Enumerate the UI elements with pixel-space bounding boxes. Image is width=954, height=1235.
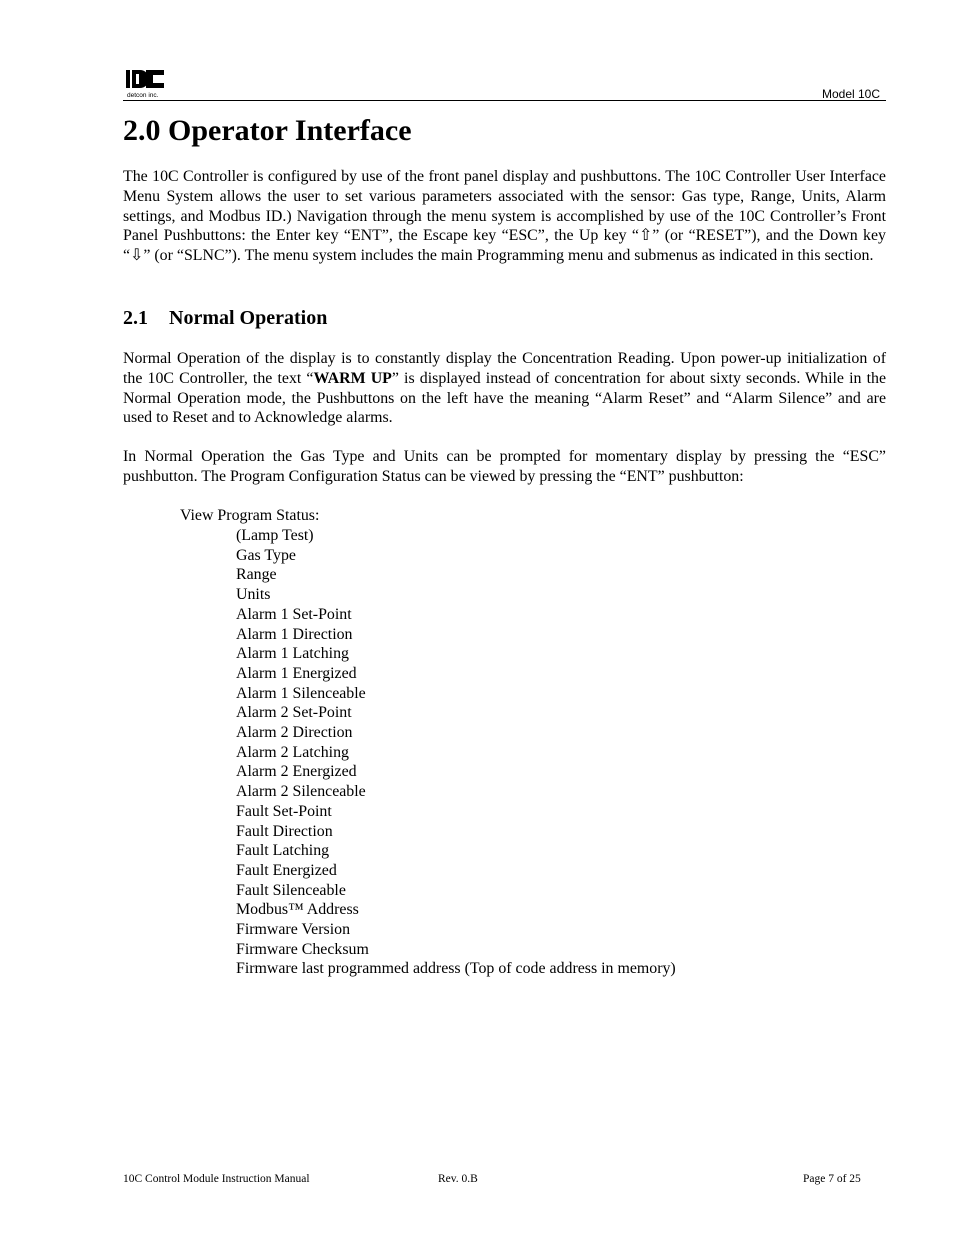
list-item: Alarm 1 Energized [236, 664, 357, 682]
list-item: Range [236, 566, 277, 584]
list-item: Alarm 1 Silenceable [236, 684, 366, 702]
list-item: Alarm 1 Latching [236, 645, 349, 663]
list-item: Fault Silenceable [236, 881, 346, 899]
subsection-title [123, 305, 327, 331]
footer-revision: Rev. 0.B [438, 1173, 478, 1185]
list-item: Alarm 2 Set-Point [236, 704, 352, 722]
paragraph-text: Normal Operation of the display is to constantly display the Concentration Reading. Upon power-up initialization of the 10C Controller, the text “ [123, 350, 886, 387]
subsection-title-text: Normal Operation [169, 307, 328, 329]
normal-operation-paragraph [123, 349, 886, 428]
list-item: Firmware Checksum [236, 940, 369, 958]
list-item: (Lamp Test) [236, 527, 314, 544]
list-item: Alarm 2 Silenceable [236, 783, 366, 801]
list-item: Units [236, 586, 271, 604]
footer-page-number: Page 7 of 25 [803, 1173, 861, 1185]
list-item: Gas Type [236, 546, 296, 564]
model-label: Model 10C [821, 87, 880, 101]
list-item: Alarm 2 Latching [236, 743, 349, 761]
logo-label: detcon inc. [127, 92, 159, 99]
list-item: Fault Direction [236, 822, 333, 840]
list-item: Alarm 2 Energized [236, 763, 357, 781]
page-header [123, 68, 886, 102]
list-item: Alarm 2 Direction [236, 724, 353, 742]
list-item: Firmware Version [236, 921, 351, 939]
intro-paragraph: The 10C Controller is configured by use of the front panel display and pushbuttons. The 10C Controller User Interface Menu System allows the user to set various parameters associated with the sensor: Gas type, Range, Units, Alarm settings, and Modbus ID.) Navigation through the menu system is accomplished by use of the 10C Controller’s Front Panel Pushbuttons: the Enter key “ENT”, the Escape key “ESC”, the Up key “⇧” (or “RESET”), and the Down key “⇩” (or “SLNC”). The menu system includes the main Programming menu and submenus as indicated in this section. [123, 168, 886, 265]
list-item: Fault Energized [236, 861, 337, 879]
list-item: Alarm 1 Direction [236, 625, 353, 643]
detcon-logo [126, 68, 170, 100]
paragraph-text: ” is displayed instead of concentration for about sixty seconds. While in the Normal Operation mode, the Pushbuttons on the left have the meaning “Alarm Reset” and “Alarm Silence” and are used to Reset and to Acknowledge alarms. [123, 369, 886, 427]
section-title: 2.0 Operator Interface [123, 114, 412, 147]
list-item: Fault Set-Point [236, 802, 332, 820]
subsection-number: 2.1 [123, 307, 148, 329]
list-item: Fault Latching [236, 842, 330, 860]
status-list-heading: View Program Status: [180, 507, 320, 524]
status-list [236, 526, 676, 979]
list-item: Alarm 1 Set-Point [236, 605, 352, 623]
list-item: Modbus™ Address [236, 901, 359, 919]
header-rule [123, 100, 886, 101]
list-item: Firmware last programmed address (Top of code address in memory) [236, 960, 676, 978]
status-view-paragraph: In Normal Operation the Gas Type and Units can be prompted for momentary display by pressing the “ESC” pushbutton. The Program Configuration Status can be viewed by pressing the “ENT” pushbutton: [123, 448, 886, 485]
warm-up-text: WARM UP [313, 369, 392, 387]
footer-manual-title: 10C Control Module Instruction Manual [123, 1173, 310, 1185]
